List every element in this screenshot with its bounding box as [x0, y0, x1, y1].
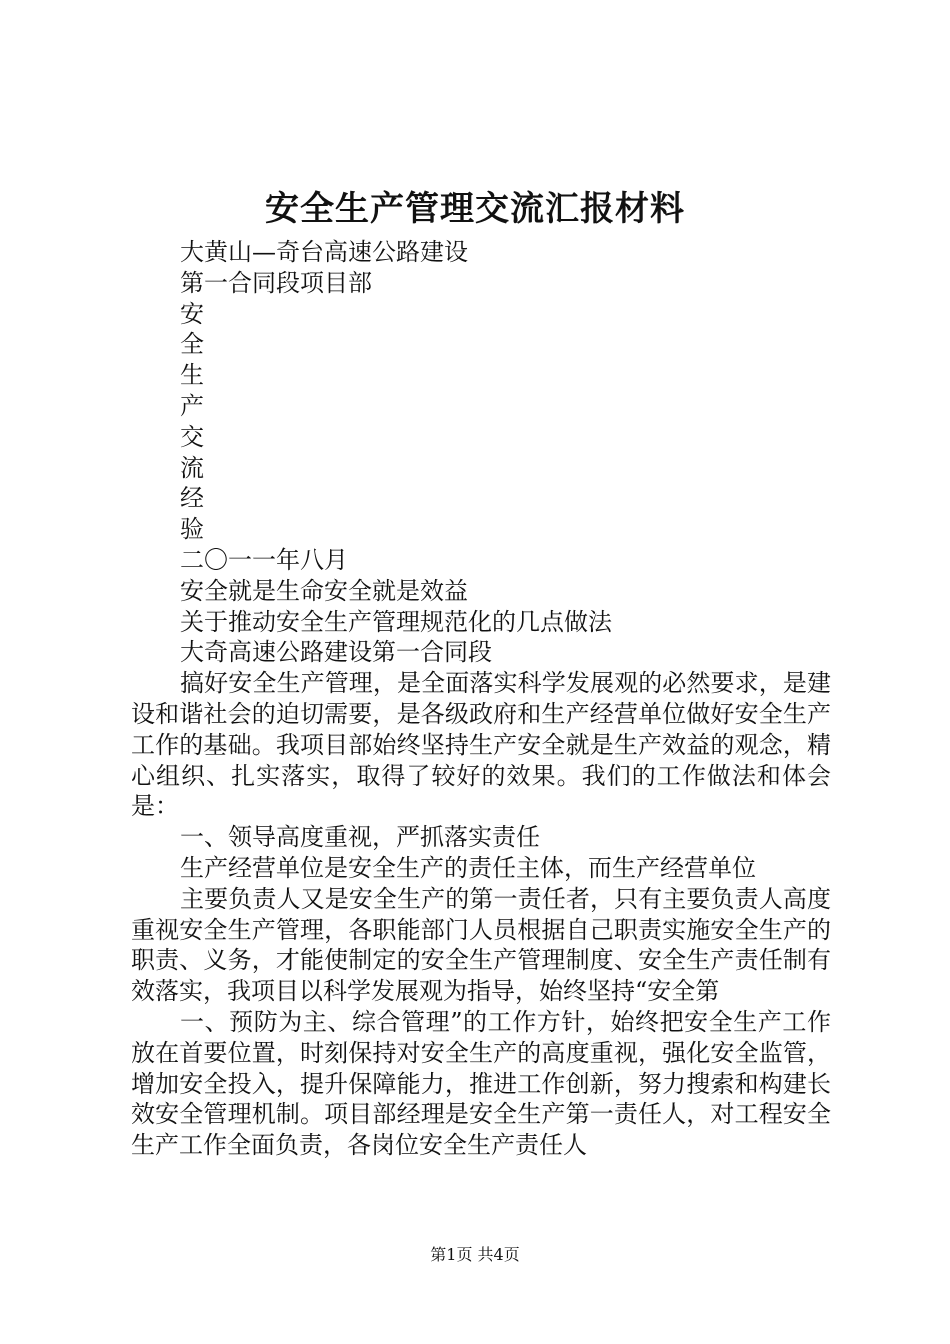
header-line: 验 [180, 515, 204, 544]
header-line: 流 [180, 453, 204, 482]
slogan-line: 安全就是生命安全就是效益 [180, 576, 468, 605]
body-paragraph: 主要负责人又是安全生产的第一责任者，只有主要负责人高度重视安全生产管理，各职能部门人员根据自己职责实施安全生产的职责、义务，才能使制定的安全生产管理制度、安全生产责任制有效落实，我项目以科学发展观为指导，始终坚持“安全第 [131, 884, 831, 1006]
header-line: 大黄山—奇台高速公路建设 [180, 238, 468, 266]
header-line: 交 [180, 422, 204, 451]
date-line: 二〇一一年八月 [180, 545, 348, 574]
page-footer: 第1页 共4页 [430, 1245, 520, 1264]
header-line: 第一合同段项目部 [180, 268, 372, 297]
body-paragraph: 搞好安全生产管理，是全面落实科学发展观的必然要求，是建设和谐社会的迫切需要，是各级政府和生产经营单位做好安全生产工作的基础。我项目部始终坚持生产安全就是生产效益的观念，精心组织、扎实落实，取得了较好的效果。我们的工作做法和体会是： [131, 669, 831, 821]
header-line: 产 [180, 391, 204, 420]
subtitle-line: 关于推动安全生产管理规范化的几点做法 [180, 607, 612, 636]
header-line: 经 [180, 484, 204, 513]
document-body [131, 237, 831, 1161]
header-line: 全 [180, 330, 204, 359]
section-heading: 一、领导高度重视，严抓落实责任 [180, 823, 540, 852]
header-line: 生 [180, 361, 204, 390]
document-title: 安全生产管理交流汇报材料 [265, 189, 685, 229]
author-line: 大奇高速公路建设第一合同段 [180, 638, 492, 667]
header-line: 安 [180, 299, 204, 328]
body-paragraph: 生产经营单位是安全生产的责任主体，而生产经营单位 [180, 853, 756, 882]
body-paragraph: 一、预防为主、综合管理”的工作方针，始终把安全生产工作放在首要位置，时刻保持对安全生产的高度重视，强化安全监管，增加安全投入，提升保障能力，推进工作创新，努力搜索和构建长效安全管理机制。项目部经理是安全生产第一责任人，对工程安全生产工作全面负责，各岗位安全生产责任人 [131, 1007, 831, 1160]
